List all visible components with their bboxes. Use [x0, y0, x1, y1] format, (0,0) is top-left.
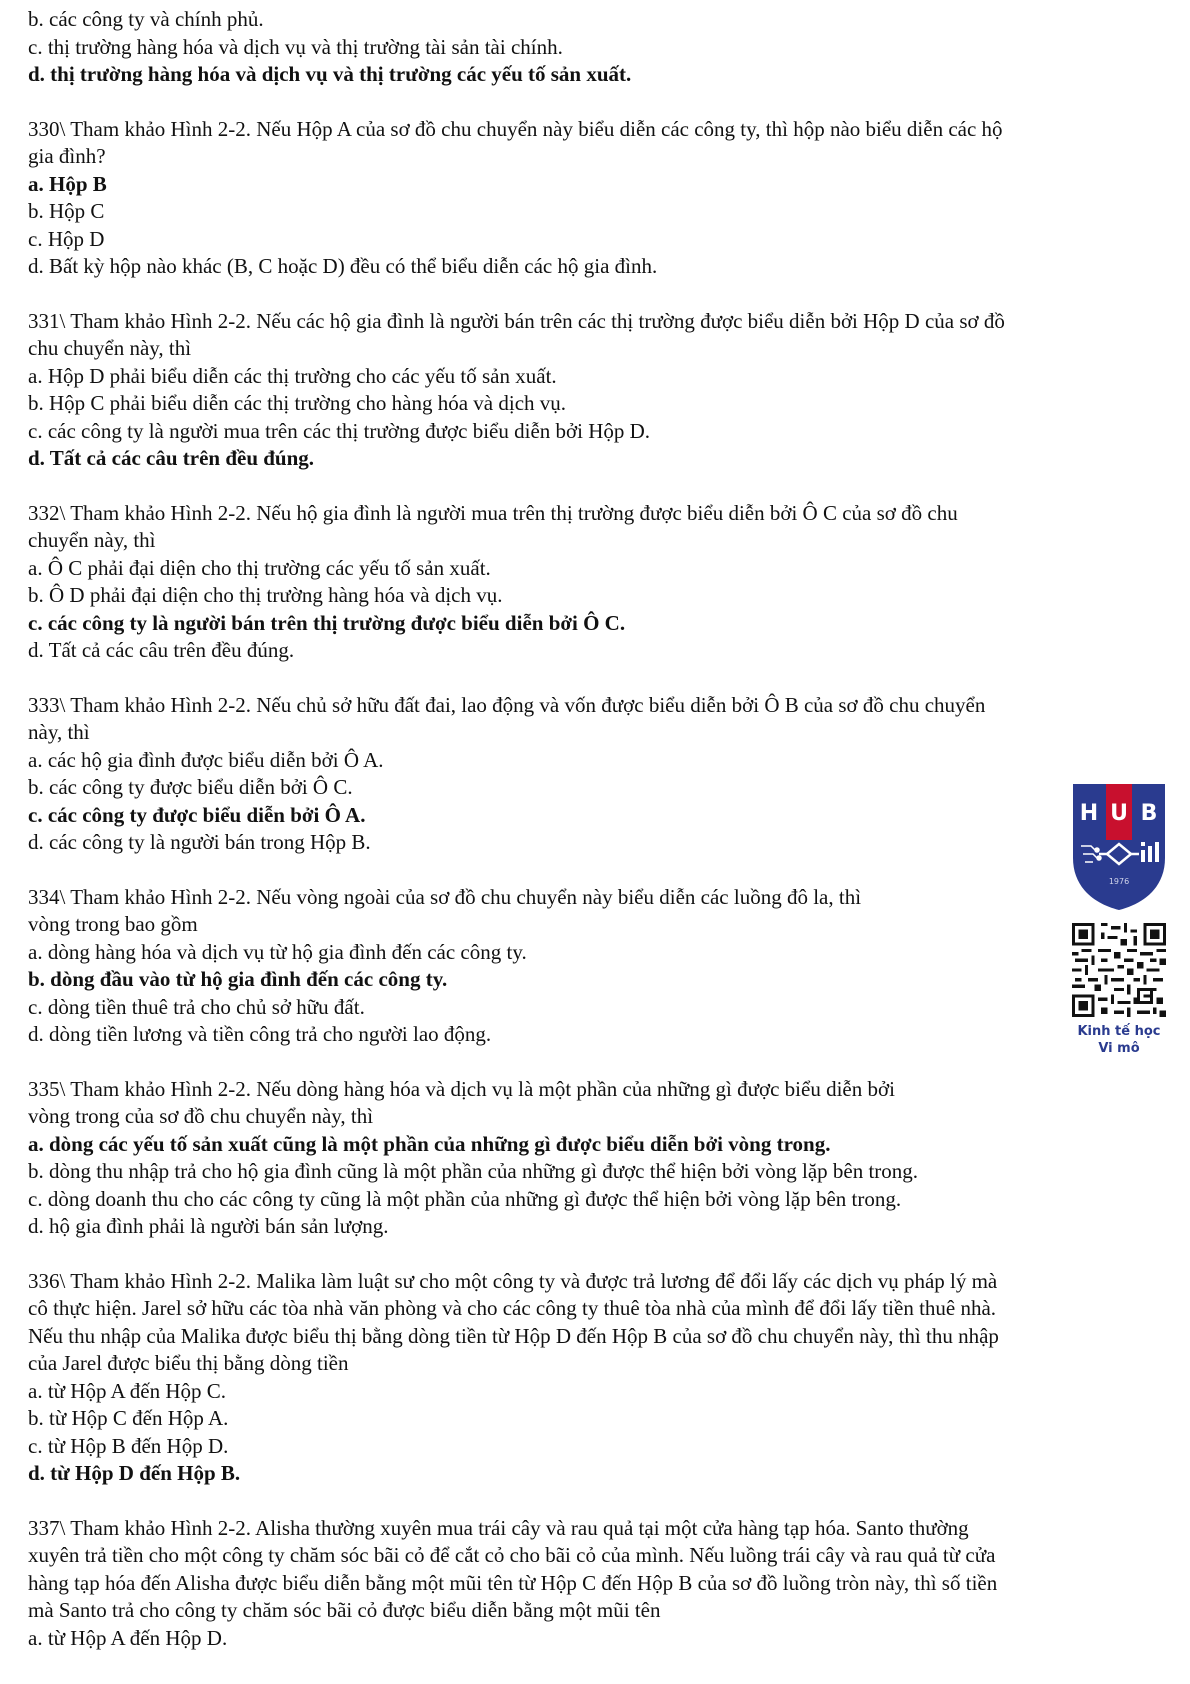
text-line: c. dòng doanh thu cho các công ty cũng là một phần của những gì được thể hiện bởi vòng lặp bên trong. — [28, 1186, 902, 1211]
text-line: 337\ Tham khảo Hình 2-2. Alisha thường xuyên mua trái cây và rau quả tại một cửa hàng tạp hóa. Santo thường — [28, 1515, 969, 1540]
text-line: a. từ Hộp A đến Hộp C. — [28, 1378, 227, 1403]
answer-line-correct: c. các công ty là người bán trên thị trường được biểu diễn bởi Ô C. — [28, 610, 626, 635]
logo-year: 1976 — [1108, 877, 1130, 886]
text-line: a. từ Hộp A đến Hộp D. — [28, 1625, 228, 1650]
text-line: 330\ Tham khảo Hình 2-2. Nếu Hộp A của sơ đồ chu chuyển này biểu diễn các công ty, thì hộp nào biểu diễn các hộ — [28, 116, 1003, 141]
text-line: b. Ô D phải đại diện cho thị trường hàng hóa và dịch vụ. — [28, 583, 503, 607]
text-line: vòng trong bao gồm — [28, 912, 198, 936]
text-line: xuyên trả tiền cho một công ty chăm sóc bãi cỏ để cắt cỏ cho bãi cỏ của mình. Nếu luồng trái cây và rau quả từ cửa — [28, 1543, 996, 1567]
logo-letter-h: H — [1079, 801, 1099, 826]
text-line: c. các công ty là người mua trên các thị trường được biểu diễn bởi Hộp D. — [28, 418, 651, 443]
caption-subject: Kinh tế học — [1077, 1024, 1161, 1039]
text-line: a. dòng hàng hóa và dịch vụ từ hộ gia đình đến các công ty. — [28, 939, 527, 964]
text-line: b. Hộp C — [28, 199, 105, 223]
text-line: d. dòng tiền lương và tiền công trả cho người lao động. — [28, 1022, 492, 1046]
hub-logo-block — [1064, 780, 1174, 1060]
text-line: d. các công ty là người bán trong Hộp B. — [28, 830, 371, 854]
paragraph-gap — [28, 281, 1168, 308]
logo-letter-u: U — [1110, 801, 1128, 826]
qr-code — [1072, 923, 1166, 1017]
paragraph-gap — [28, 473, 1168, 500]
text-line: gia đình? — [28, 144, 106, 168]
text-line: c. dòng tiền thuê trả cho chủ sở hữu đất. — [28, 994, 365, 1019]
text-line: d. Bất kỳ hộp nào khác (B, C hoặc D) đều có thể biểu diễn các hộ gia đình. — [28, 254, 658, 278]
answer-line-correct: b. dòng đầu vào từ hộ gia đình đến các công ty. — [28, 967, 448, 991]
text-line: d. hộ gia đình phải là người bán sản lượng. — [28, 1214, 389, 1238]
text-line: b. các công ty được biểu diễn bởi Ô C. — [28, 775, 353, 799]
text-line: c. từ Hộp B đến Hộp D. — [28, 1433, 229, 1458]
text-line: c. Hộp D — [28, 226, 105, 251]
paragraph-gap — [28, 857, 1168, 884]
answer-line-correct: a. dòng các yếu tố sản xuất cũng là một phần của những gì được biểu diễn bởi vòng trong. — [28, 1131, 831, 1156]
document-body — [28, 6, 1168, 1652]
text-line: c. thị trường hàng hóa và dịch vụ và thị trường tài sản tài chính. — [28, 34, 563, 59]
text-line: mà Santo trả cho công ty chăm sóc bãi cỏ được biểu diễn bằng một mũi tên — [28, 1598, 661, 1622]
text-line: b. các công ty và chính phủ. — [28, 7, 264, 31]
text-line: 332\ Tham khảo Hình 2-2. Nếu hộ gia đình là người mua trên thị trường được biểu diễn bởi Ô C của sơ đồ chu — [28, 500, 958, 525]
paragraph-gap — [28, 1488, 1168, 1515]
text-line: a. các hộ gia đình được biểu diễn bởi Ô A. — [28, 747, 384, 772]
text-line: chuyển này, thì — [28, 528, 156, 552]
answer-line-correct: a. Hộp B — [28, 171, 107, 196]
text-line: 331\ Tham khảo Hình 2-2. Nếu các hộ gia đình là người bán trên các thị trường được biểu diễn bởi Hộp D của sơ đồ — [28, 308, 1005, 333]
text-line: Nếu thu nhập của Malika được biểu thị bằng dòng tiền từ Hộp D đến Hộp B của sơ đồ chu chuyển này, thì thu nhập — [28, 1323, 999, 1348]
paragraph-gap — [28, 1049, 1168, 1076]
text-line: 333\ Tham khảo Hình 2-2. Nếu chủ sở hữu đất đai, lao động và vốn được biểu diễn bởi Ô B của sơ đồ chu chuyển — [28, 692, 986, 717]
text-line: 336\ Tham khảo Hình 2-2. Malika làm luật sư cho một công ty và được trả lương để đổi lấy các dịch vụ pháp lý mà — [28, 1268, 998, 1293]
logo-caption — [1064, 1023, 1174, 1057]
text-line: a. Ô C phải đại diện cho thị trường các yếu tố sản xuất. — [28, 555, 491, 580]
answer-line-correct: d. Tất cả các câu trên đều đúng. — [28, 446, 315, 470]
text-line: 334\ Tham khảo Hình 2-2. Nếu vòng ngoài của sơ đồ chu chuyển này biểu diễn các luồng đô la, thì — [28, 884, 862, 909]
text-line: vòng trong của sơ đồ chu chuyển này, thì — [28, 1104, 374, 1128]
text-line: hàng tạp hóa đến Alisha được biểu diễn bằng một mũi tên từ Hộp C đến Hộp B của sơ đồ luồng tròn này, thì số tiền — [28, 1570, 998, 1595]
caption-subtitle: Vi mô — [1098, 1041, 1140, 1056]
text-line: a. Hộp D phải biểu diễn các thị trường cho các yếu tố sản xuất. — [28, 363, 557, 388]
hub-shield-logo — [1069, 780, 1169, 912]
text-line: chu chuyển này, thì — [28, 336, 192, 360]
paragraph-gap — [28, 1241, 1168, 1268]
text-line: b. Hộp C phải biểu diễn các thị trường cho hàng hóa và dịch vụ. — [28, 391, 567, 415]
text-line: của Jarel được biểu thị bằng dòng tiền — [28, 1351, 349, 1375]
logo-letter-b: B — [1140, 801, 1158, 826]
answer-line-correct: d. thị trường hàng hóa và dịch vụ và thị trường các yếu tố sản xuất. — [28, 62, 632, 86]
paragraph-gap — [28, 89, 1168, 116]
text-line: này, thì — [28, 720, 90, 744]
text-line: b. từ Hộp C đến Hộp A. — [28, 1406, 229, 1430]
answer-line-correct: c. các công ty được biểu diễn bởi Ô A. — [28, 802, 366, 827]
paragraph-gap — [28, 665, 1168, 692]
text-line: 335\ Tham khảo Hình 2-2. Nếu dòng hàng hóa và dịch vụ là một phần của những gì được biểu diễn bởi — [28, 1076, 895, 1101]
text-line: d. Tất cả các câu trên đều đúng. — [28, 638, 295, 662]
text-line: b. dòng thu nhập trả cho hộ gia đình cũng là một phần của những gì được thể hiện bởi vòng lặp bên trong. — [28, 1159, 919, 1183]
answer-line-correct: d. từ Hộp D đến Hộp B. — [28, 1461, 241, 1485]
text-line: cô thực hiện. Jarel sở hữu các tòa nhà văn phòng và cho các công ty thuê tòa nhà của mình để đổi lấy tiền thuê nhà. — [28, 1296, 997, 1320]
